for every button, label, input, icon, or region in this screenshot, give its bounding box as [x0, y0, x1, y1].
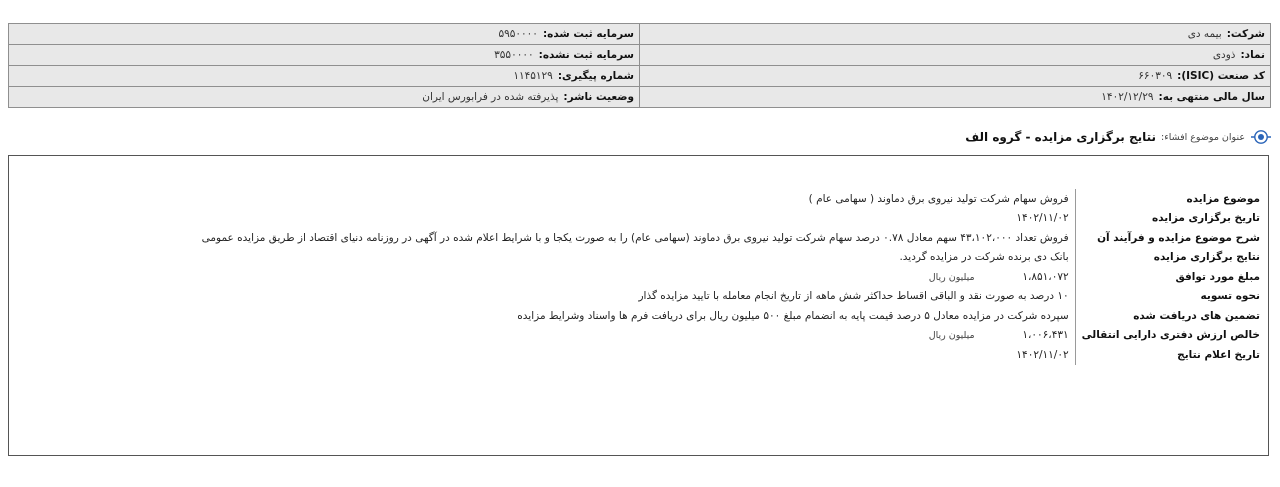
detail-label: تاریخ برگزاری مزایده: [1075, 209, 1260, 229]
symbol-value: ذودی: [1212, 49, 1236, 61]
detail-value: ۱،۸۵۱،۰۷۲: [1022, 270, 1069, 283]
fiscal-year-cell: [640, 87, 1271, 108]
detail-row: [202, 228, 1260, 248]
info-row: [9, 87, 1271, 108]
detail-value: ۱۴۰۲/۱۱/۰۲: [1016, 212, 1069, 225]
capital-registered-cell: [9, 24, 640, 45]
symbol-label: نماد:: [1240, 49, 1265, 61]
detail-label: تاریخ اعلام نتایج: [1075, 345, 1260, 365]
detail-label: نحوه تسویه: [1075, 287, 1260, 307]
capital-unregistered-cell: [9, 45, 640, 66]
capital-unregistered-label: سرمایه ثبت نشده:: [538, 49, 634, 61]
bullet-target-icon: [1250, 128, 1272, 146]
company-info-table: [8, 23, 1271, 108]
isic-label: کد صنعت (ISIC):: [1177, 70, 1265, 82]
detail-value: بانک دی برنده شرکت در مزایده گردید.: [899, 251, 1069, 264]
disclosure-subject: [965, 128, 1272, 146]
detail-row: [202, 345, 1260, 365]
detail-label: خالص ارزش دفتری دارایی انتقالی: [1075, 326, 1260, 346]
info-row: [9, 66, 1271, 87]
detail-value: فروش سهام شرکت تولید نیروی برق دماوند ( سهامی عام ): [808, 192, 1069, 205]
info-row: [9, 45, 1271, 66]
detail-label: نتایج برگزاری مزایده: [1075, 248, 1260, 268]
tracking-label: شماره پیگیری:: [557, 70, 634, 82]
auction-details-box: [8, 155, 1269, 456]
publisher-status-label: وضعیت ناشر:: [563, 91, 634, 103]
capital-registered-value: ۵۹۵۰۰۰۰: [498, 28, 538, 40]
publisher-status-cell: [9, 87, 640, 108]
detail-row: [202, 326, 1260, 346]
detail-row: [202, 287, 1260, 307]
detail-unit: میلیون ریال: [928, 271, 975, 283]
detail-label: شرح موضوع مزایده و فرآیند آن: [1075, 228, 1260, 248]
detail-value: سپرده شرکت در مزایده معادل ۵ درصد قیمت پایه به انضمام مبلغ ۵۰۰ میلیون ریال برای دریافت فرم ها واسناد وشرایط مزایده: [517, 309, 1069, 322]
detail-label: تضمین های دریافت شده: [1075, 306, 1260, 326]
fiscal-year-label: سال مالی منتهی به:: [1158, 91, 1265, 103]
isic-cell: [640, 66, 1271, 87]
detail-value: ۱۰ درصد به صورت نقد و الباقی اقساط حداکثر شش ماهه از تاریخ انجام معامله با تایید مزایده گذار: [638, 290, 1069, 303]
fiscal-year-value: ۱۴۰۲/۱۲/۲۹: [1101, 91, 1154, 103]
detail-row: [202, 189, 1260, 209]
info-row: [9, 24, 1271, 45]
detail-row: [202, 209, 1260, 229]
detail-label: موضوع مزایده: [1075, 189, 1260, 209]
detail-value: ۱،۰۰۶،۴۳۱: [1022, 329, 1069, 342]
auction-details-table: [202, 189, 1260, 365]
symbol-cell: [640, 45, 1271, 66]
subject-label: عنوان موضوع افشاء:: [1161, 131, 1245, 143]
tracking-cell: [9, 66, 640, 87]
publisher-status-value: پذیرفته شده در فرابورس ایران: [422, 91, 559, 103]
capital-unregistered-value: ۳۵۵۰۰۰۰: [494, 49, 534, 61]
detail-row: [202, 267, 1260, 287]
detail-value: ۱۴۰۲/۱۱/۰۲: [1016, 348, 1069, 361]
detail-row: [202, 248, 1260, 268]
company-value: بیمه دی: [1187, 28, 1222, 40]
capital-registered-label: سرمایه ثبت شده:: [542, 28, 634, 40]
detail-value: فروش تعداد ۴۳،۱۰۲،۰۰۰ سهم معادل ۰.۷۸ درصد سهام شرکت تولید نیروی برق دماوند (سهامی عام) را به صورت یکجا و با شرایط اعلام شده در آگهی در روزنامه دنیای اقتصاد از طریق مزایده عمومی: [201, 231, 1069, 244]
company-label: شرکت:: [1226, 28, 1265, 40]
detail-row: [202, 306, 1260, 326]
detail-label: مبلغ مورد توافق: [1075, 267, 1260, 287]
tracking-value: ۱۱۴۵۱۲۹: [513, 70, 553, 82]
company-cell: [640, 24, 1271, 45]
subject-title: نتایج برگزاری مزایده - گروه الف: [965, 130, 1157, 144]
detail-unit: میلیون ریال: [928, 330, 975, 342]
isic-value: ۶۶۰۳۰۹: [1138, 70, 1173, 82]
